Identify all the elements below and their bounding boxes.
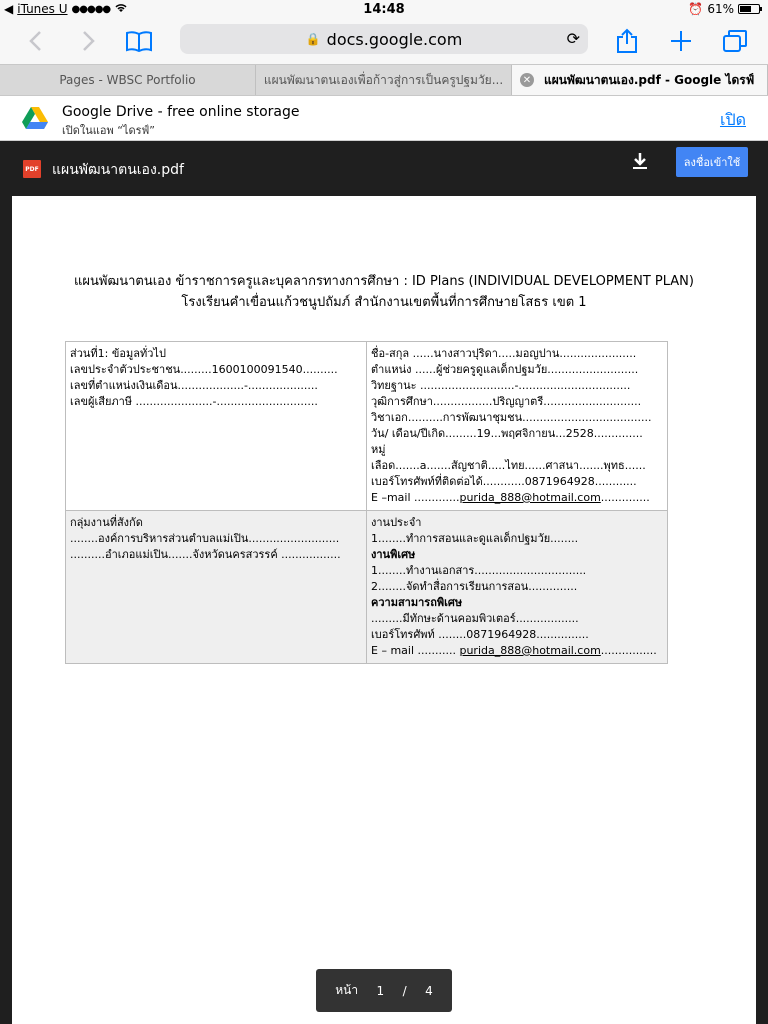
table-line: ตำแหน่ง ......ผู้ช่วยครูดูแลเด็กปฐมวัย.......................... xyxy=(371,363,639,376)
current-page: 1 xyxy=(376,983,385,998)
table-line: วุฒิการศึกษา.................ปริญญาตรี............................ xyxy=(371,395,642,408)
table-line: งานประจำ xyxy=(371,516,422,529)
table-line: เบอร์โทรศัพท์ ........0871964928............... xyxy=(371,628,589,641)
battery-icon xyxy=(738,4,760,14)
table-line: วิทยฐานะ ...........................-................................ xyxy=(371,379,631,392)
reload-icon[interactable]: ⟳ xyxy=(566,29,580,48)
download-icon[interactable] xyxy=(630,151,650,171)
table-line: เลือด.......a.......สัญชาติ.....ไทย......ศาสนา.......พุทธ...... xyxy=(371,459,646,472)
browser-toolbar xyxy=(0,20,768,64)
share-icon[interactable] xyxy=(612,26,642,56)
new-tab-icon[interactable] xyxy=(666,26,696,56)
banner-title: Google Drive - free online storage xyxy=(62,104,300,120)
file-name: แผนพัฒนาตนเอง.pdf xyxy=(52,162,184,178)
tab-wbsc-portfolio[interactable]: Pages - WBSC Portfolio xyxy=(0,65,256,95)
section2-right-cell xyxy=(367,511,668,664)
google-drive-logo-icon xyxy=(22,105,48,131)
table-line: 1........ทำการสอนและดูแลเด็กปฐมวัย........ xyxy=(371,532,579,545)
tabs-overview-icon[interactable] xyxy=(720,26,750,56)
email-line: E – mail ........... purida_888@hotmail.com................ xyxy=(371,644,657,657)
forward-icon[interactable] xyxy=(74,26,104,56)
battery-percent: 61% xyxy=(707,2,734,16)
banner-subtitle: เปิดในแอพ “ไดรฟ์” xyxy=(62,124,155,137)
browser-tabs xyxy=(0,64,768,96)
tab-development-plan-page[interactable]: แผนพัฒนาตนเองเพื่อก้าวสู่การเป็นครูปฐมวัย... xyxy=(256,65,512,95)
table-line: ชื่อ-สกุล ......นางสาวปุริดา.....มอญปาน...................... xyxy=(371,347,637,360)
table-line: วัน/ เดือน/ปีเกิด.........19...พฤศจิกายน...2528.............. xyxy=(371,427,643,440)
email-line: E –mail .............purida_888@hotmail.com.............. xyxy=(371,491,650,504)
bookmarks-icon[interactable] xyxy=(124,26,154,56)
section1-left-cell xyxy=(66,342,367,511)
page-indicator xyxy=(316,969,452,1012)
table-line: ..........อำเภอแม่เปิน.......จังหวัดนครสวรรค์ ................. xyxy=(70,548,341,561)
email-link[interactable]: purida_888@hotmail.com xyxy=(459,491,601,504)
clock: 14:48 xyxy=(363,2,405,17)
email-link[interactable]: purida_888@hotmail.com xyxy=(459,644,601,657)
alarm-icon: ⏰ xyxy=(688,2,704,16)
app-banner xyxy=(0,96,768,141)
table-line: 2........จัดทำสื่อการเรียนการสอน.............. xyxy=(371,580,578,593)
section1-heading: ส่วนที่1: ข้อมูลทั่วไป xyxy=(70,347,166,360)
table-line: ........องค์การบริหารส่วนตำบลแม่เปิน.......................... xyxy=(70,532,340,545)
status-bar xyxy=(0,0,768,20)
document-subtitle: โรงเรียนคำเขื่อนแก้วชนูปถัมภ์ สำนักงานเขตพื้นที่การศึกษายโสธร เขต 1 xyxy=(181,295,587,310)
tab-pdf-drive[interactable]: ✕ แผนพัฒนาตนเอง.pdf - Google ไดรฟ์ xyxy=(512,65,768,95)
table-line: กลุ่มงานที่สังกัด xyxy=(70,516,143,529)
sign-in-button[interactable]: ลงชื่อเข้าใช้ xyxy=(676,147,748,177)
table-line: .........มีทักษะด้านคอมพิวเตอร์.................. xyxy=(371,612,579,625)
table-line: งานพิเศษ xyxy=(371,548,416,561)
back-icon[interactable] xyxy=(20,26,50,56)
page-separator: / xyxy=(402,983,407,998)
pdf-page[interactable] xyxy=(12,196,756,1024)
table-line: เลขที่ตำแหน่งเงินเดือน...................-.................... xyxy=(70,379,318,392)
url-text: docs.google.com xyxy=(326,29,463,49)
table-line: เลขผู้เสียภาษี ......................-............................. xyxy=(70,395,318,408)
close-tab-icon[interactable]: ✕ xyxy=(520,73,534,87)
info-table xyxy=(65,341,668,664)
table-line: เบอร์โทรศัพท์ที่ติดต่อได้............0871964928............ xyxy=(371,475,637,488)
page-label: หน้า xyxy=(335,983,359,997)
back-arrow-icon[interactable]: ◀ xyxy=(4,2,14,16)
lock-icon: 🔒 xyxy=(305,32,321,46)
section1-right-cell xyxy=(367,342,668,511)
section2-left-cell xyxy=(66,511,367,664)
table-line: 1........ทำงานเอกสาร................................ xyxy=(371,564,587,577)
table-line: วิชาเอก..........การพัฒนาชุมชน..................................... xyxy=(371,411,652,424)
open-in-app-link[interactable]: เปิด xyxy=(719,110,746,129)
pdf-file-icon: PDF xyxy=(23,160,41,178)
table-line: ความสามารถพิเศษ xyxy=(371,596,463,609)
table-line: เลขประจำตัวประชาชน.........1600100091540.......... xyxy=(70,363,338,376)
address-bar[interactable] xyxy=(180,24,588,54)
document-title: แผนพัฒนาตนเอง ข้าราชการครูและบุคลากรทางการศึกษา : ID Plans (INDIVIDUAL DEVELOPMENT PLAN) xyxy=(74,274,694,289)
table-line: หมู่ xyxy=(371,443,386,456)
drive-viewer-header xyxy=(0,141,768,196)
total-pages: 4 xyxy=(425,983,433,998)
back-to-app-link[interactable]: iTunes U xyxy=(17,2,68,16)
signal-icon: ●●●●● xyxy=(71,3,111,15)
